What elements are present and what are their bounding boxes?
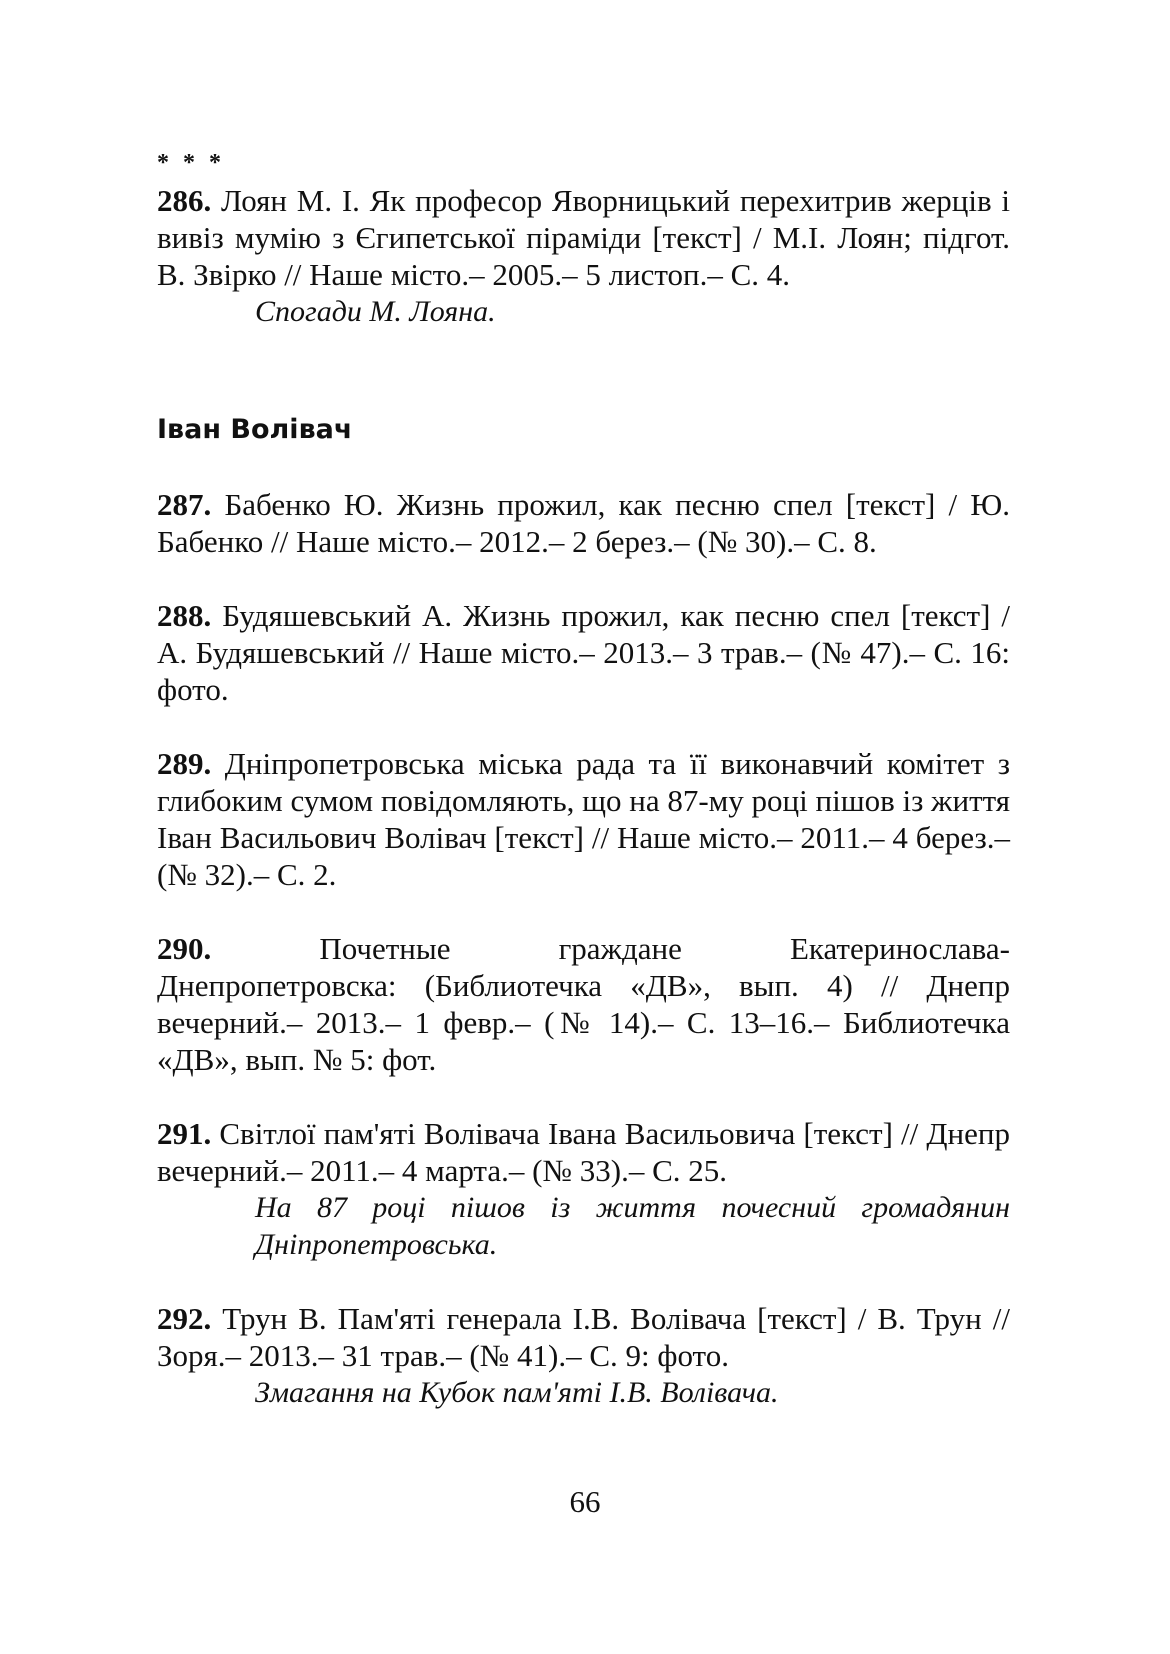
entry-word: Почетные [319,931,451,966]
entry-first-line [157,930,1010,967]
bibliography-entry-290 [157,930,1010,1078]
bibliography-entry-292 [157,1300,1010,1374]
bibliography-entry-291 [157,1115,1010,1189]
entry-text: Трун В. Пам'яті генерала І.В. Волівача [текст] / В. Трун // Зоря.– 2013.– 31 трав.– (№ 41).– С. 9: фото. [157,1301,1010,1373]
entry-annotation: Спогади М. Лояна. [255,295,496,328]
page-number: 66 [569,1484,601,1519]
entry-word: граждане [558,931,682,966]
entry-text: Будяшевський А. Жизнь прожил, как песню спел [текст] / А. Будяшевський // Наше місто.– 2013.– 3 трав.– (№ 47).– С. 16: фото. [157,598,1010,707]
entry-text: Лоян М. І. Як професор Яворницький перехитрив жерців і вивіз мумію з Єгипетської піраміди [текст] / М.І. Лоян; підгот. В. Звірко // Наше місто.– 2005.– 5 листоп.– С. 4. [157,183,1010,292]
entry-number: 289. [157,746,212,781]
entry-text: Дніпропетровська міська рада та її виконавчий комітет з глибоким сумом повідомляють, що на 87-му році пішов із життя Іван Васильович Волівач [текст] // Наше місто.– 2011.– 4 берез.– (№ 32).– С. 2. [157,746,1011,892]
section-separator: * * * [157,150,225,176]
bibliography-entry-288 [157,597,1010,708]
entry-text: Днепропетровска: (Библиотечка «ДВ», вып. 4) // Днепр вечерний.– 2013.– 1 февр.– (№ 14).– С. 13–16.– Библиотечка «ДВ», вып. № 5: фот. [157,968,1010,1077]
entry-word: Екатеринослава- [789,931,1010,966]
bibliography-entry-287 [157,486,1010,560]
page-content [157,150,1010,1411]
entry-number: 286. [157,183,212,218]
entry-number: 290. [157,931,212,966]
bibliography-entry-286 [157,182,1010,293]
entry-number: 287. [157,487,212,522]
entry-annotation: На 87 році пішов із життя почесний громадянин Дніпропетровська. [255,1191,1010,1261]
bibliography-entry-289 [157,745,1010,893]
entry-annotation: Змагання на Кубок пам'яті І.В. Волівача. [255,1376,779,1409]
entry-text: Бабенко Ю. Жизнь прожил, как песню спел [текст] / Ю. Бабенко // Наше місто.– 2012.– 2 берез.– (№ 30).– С. 8. [157,487,1010,559]
section-heading: Іван Волівач [157,414,353,445]
entry-number: 292. [157,1301,212,1336]
entry-number: 291. [157,1116,212,1151]
entry-text: Світлої пам'яті Волівача Івана Васильовича [текст] // Днепр вечерний.– 2011.– 4 марта.– (№ 33).– С. 25. [157,1116,1010,1188]
entry-number: 288. [157,598,212,633]
